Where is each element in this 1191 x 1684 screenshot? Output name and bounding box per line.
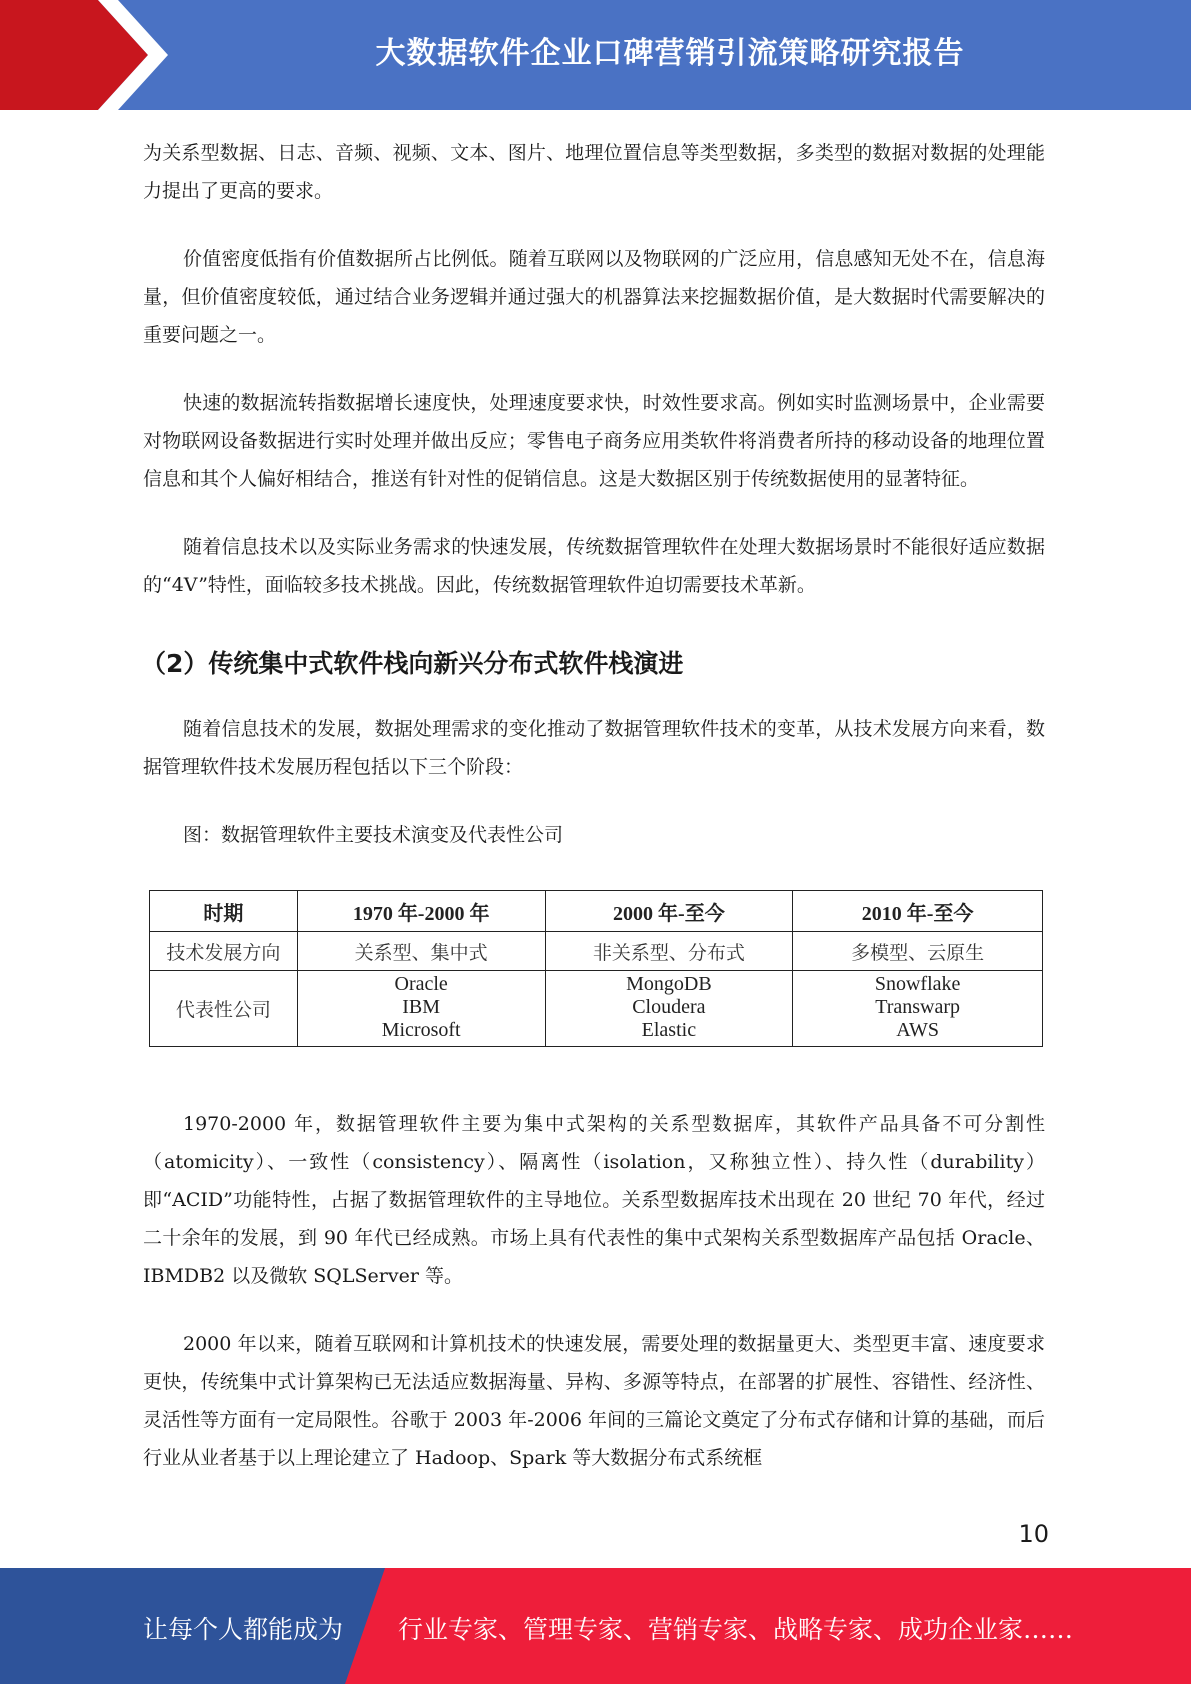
table-header-cell: 时期 bbox=[150, 891, 298, 932]
technology-evolution-table bbox=[149, 890, 1043, 1047]
paragraph: 随着信息技术以及实际业务需求的快速发展，传统数据管理软件在处理大数据场景时不能很好适应数据的“4V”特性，面临较多技术挑战。因此，传统数据管理软件迫切需要技术革新。 bbox=[143, 536, 1045, 596]
report-title: 大数据软件企业口碑营销引流策略研究报告 bbox=[375, 36, 965, 71]
page-number: 10 bbox=[1018, 1520, 1049, 1548]
table-cell: 技术发展方向 bbox=[150, 932, 298, 971]
company-name: IBM bbox=[402, 996, 441, 1018]
paragraph: 价值密度低指有价值数据所占比例低。随着互联网以及物联网的广泛应用，信息感知无处不在，信息海量，但价值密度较低，通过结合业务逻辑并通过强大的机器算法来挖掘数据价值，是大数据时代需要解决的重要问题之一。 bbox=[143, 248, 1045, 346]
company-name: Cloudera bbox=[632, 996, 706, 1018]
company-name: AWS bbox=[896, 1019, 940, 1041]
company-name: Snowflake bbox=[874, 973, 961, 995]
table-cell-companies bbox=[297, 971, 545, 1047]
table-cell: 多模型、云原生 bbox=[793, 932, 1043, 971]
table-row bbox=[150, 932, 1043, 971]
paragraph: 快速的数据流转指数据增长速度快，处理速度要求快，时效性要求高。例如实时监测场景中，企业需要对物联网设备数据进行实时处理并做出反应；零售电子商务应用类软件将消费者所持的移动设备的地理位置信息和其个人偏好相结合，推送有针对性的促销信息。这是大数据区别于传统数据使用的显著特征。 bbox=[143, 392, 1045, 490]
table-cell: 关系型、集中式 bbox=[297, 932, 545, 971]
paragraph: 1970-2000 年，数据管理软件主要为集中式架构的关系型数据库，其软件产品具备不可分割性（atomicity）、一致性（consistency）、隔离性（isolation，又称独立性）、持久性（durability）即“ACID”功能特性，占据了数据管理软件的主导地位。关系型数据库技术出现在 20 世纪 70 年代，经过二十余年的发展，到 90 年代已经成熟。市场上具有代表性的集中式架构关系型数据库产品包括 Oracle、IBMDB2 以及微软 SQLServer 等。 bbox=[143, 1113, 1045, 1287]
table-header-cell: 1970 年-2000 年 bbox=[297, 891, 545, 932]
section-heading: （2）传统集中式软件栈向新兴分布式软件栈演进 bbox=[141, 649, 684, 678]
page-footer bbox=[0, 1568, 1191, 1684]
table-header-row bbox=[150, 891, 1043, 932]
company-name: MongoDB bbox=[626, 973, 712, 995]
company-name: Elastic bbox=[641, 1019, 697, 1041]
page-header bbox=[0, 0, 1191, 110]
footer-slogan-left: 让每个人都能成为 bbox=[143, 1615, 344, 1644]
paragraph: 随着信息技术的发展，数据处理需求的变化推动了数据管理软件技术的变革，从技术发展方向来看，数据管理软件技术发展历程包括以下三个阶段： bbox=[143, 718, 1045, 778]
footer-slogan-right: 行业专家、管理专家、营销专家、战略专家、成功企业家…… bbox=[398, 1615, 1074, 1644]
table-row bbox=[150, 971, 1043, 1047]
table-header-cell: 2000 年-至今 bbox=[545, 891, 793, 932]
paragraph: 为关系型数据、日志、音频、视频、文本、图片、地理位置信息等类型数据，多类型的数据对数据的处理能力提出了更高的要求。 bbox=[143, 142, 1045, 202]
table-header-cell: 2010 年-至今 bbox=[793, 891, 1043, 932]
paragraph: 2000 年以来，随着互联网和计算机技术的快速发展，需要处理的数据量更大、类型更丰富、速度要求更快，传统集中式计算架构已无法适应数据海量、异构、多源等特点，在部署的扩展性、容错性、经济性、灵活性等方面有一定局限性。谷歌于 2003 年-2006 年间的三篇论文奠定了分布式存储和计算的基础，而后行业从业者基于以上理论建立了 Hadoop、Spark 等大数据分布式系统框 bbox=[143, 1333, 1045, 1469]
company-name: Oracle bbox=[394, 973, 448, 995]
company-name: Transwarp bbox=[875, 996, 961, 1018]
table-cell: 非关系型、分布式 bbox=[545, 932, 793, 971]
company-name: Microsoft bbox=[381, 1019, 461, 1041]
table-cell-companies bbox=[545, 971, 793, 1047]
table-cell: 代表性公司 bbox=[150, 971, 298, 1047]
table-cell-companies bbox=[793, 971, 1043, 1047]
figure-caption: 图：数据管理软件主要技术演变及代表性公司 bbox=[183, 824, 564, 846]
page-content bbox=[143, 134, 1045, 1507]
